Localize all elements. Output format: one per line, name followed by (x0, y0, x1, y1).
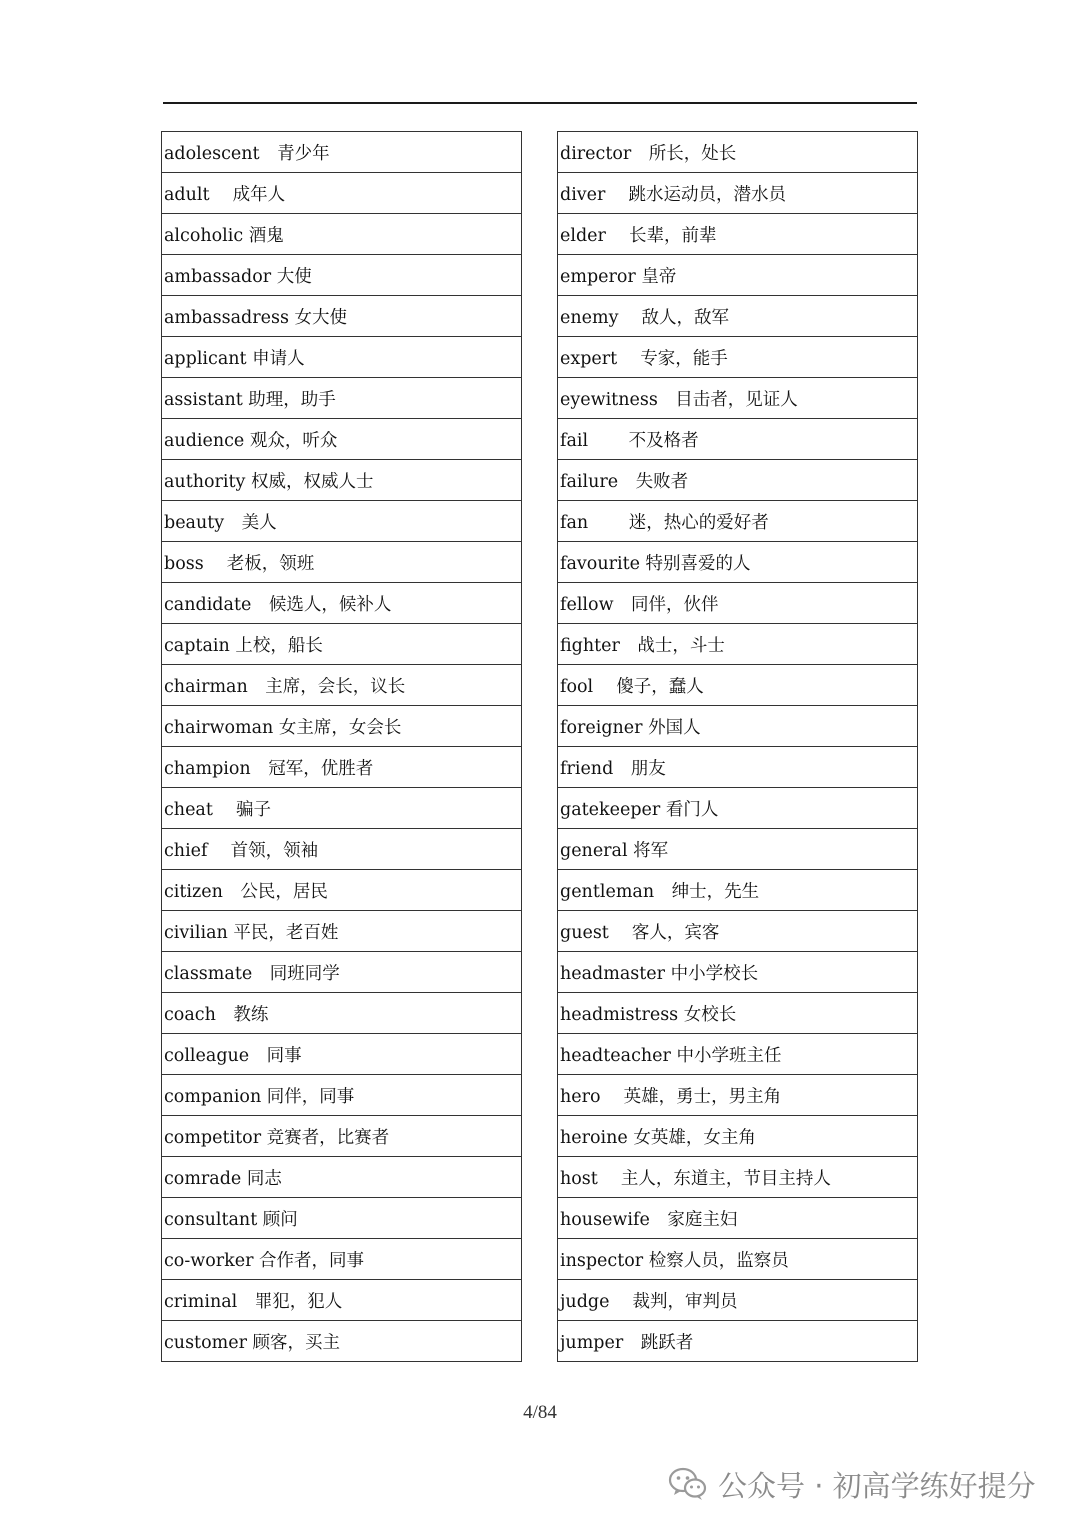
vocab-entry: competitor 竞赛者，比赛者 (162, 1116, 522, 1157)
vocab-entry: adult 成年人 (162, 173, 522, 214)
table-row (162, 952, 522, 993)
table-row (162, 624, 522, 665)
table-row (162, 747, 522, 788)
vocab-entry: headmistress 女校长 (558, 993, 918, 1034)
vocab-entry: headteacher 中小学班主任 (558, 1034, 918, 1075)
vocab-entry: alcoholic 酒鬼 (162, 214, 522, 255)
vocab-entry: coach 教练 (162, 993, 522, 1034)
vocab-entry: fail 不及格者 (558, 419, 918, 460)
table-row (558, 1116, 918, 1157)
vocab-entry: chairman 主席，会长，议长 (162, 665, 522, 706)
table-row (558, 419, 918, 460)
vocab-entry: cheat 骗子 (162, 788, 522, 829)
table-row (162, 911, 522, 952)
vocab-entry: judge 裁判，审判员 (558, 1280, 918, 1321)
table-row (162, 214, 522, 255)
header-rule (163, 102, 917, 104)
table-row (558, 132, 918, 173)
vocab-entry: colleague 同事 (162, 1034, 522, 1075)
table-row (558, 501, 918, 542)
vocab-entry: emperor 皇帝 (558, 255, 918, 296)
watermark (668, 1462, 1036, 1506)
vocab-entry: applicant 申请人 (162, 337, 522, 378)
wechat-icon (668, 1466, 708, 1502)
table-row (558, 911, 918, 952)
table-row (162, 788, 522, 829)
table-row (162, 1239, 522, 1280)
table-row (162, 1034, 522, 1075)
page-number: 4/84 (523, 1402, 557, 1423)
vocab-entry: ambassadress 女大使 (162, 296, 522, 337)
table-row (558, 1198, 918, 1239)
vocab-entry: boss 老板，领班 (162, 542, 522, 583)
vocab-entry: hero 英雄，勇士，男主角 (558, 1075, 918, 1116)
table-row (558, 583, 918, 624)
vocab-entry: fool 傻子，蠢人 (558, 665, 918, 706)
vocab-entry: gatekeeper 看门人 (558, 788, 918, 829)
vocab-entry: fan 迷，热心的爱好者 (558, 501, 918, 542)
vocab-entry: gentleman 绅士，先生 (558, 870, 918, 911)
table-row (558, 788, 918, 829)
table-row (558, 870, 918, 911)
table-row (558, 542, 918, 583)
table-row (162, 706, 522, 747)
vocab-entry: inspector 检察人员，监察员 (558, 1239, 918, 1280)
table-row (558, 665, 918, 706)
vocab-entry: customer 顾客，买主 (162, 1321, 522, 1362)
table-row (558, 993, 918, 1034)
table-row (558, 214, 918, 255)
table-row (162, 337, 522, 378)
table-row (558, 952, 918, 993)
table-row (162, 419, 522, 460)
vocab-entry: host 主人，东道主，节目主持人 (558, 1157, 918, 1198)
table-row (162, 993, 522, 1034)
vocab-entry: criminal 罪犯，犯人 (162, 1280, 522, 1321)
watermark-text: 公众号 · 初高学练好提分 (718, 1468, 1036, 1503)
table-row (558, 460, 918, 501)
vocab-entry: housewife 家庭主妇 (558, 1198, 918, 1239)
vocab-entry: headmaster 中小学校长 (558, 952, 918, 993)
vocab-entry: guest 客人，宾客 (558, 911, 918, 952)
vocab-entry: elder 长辈，前辈 (558, 214, 918, 255)
table-row (162, 583, 522, 624)
vocab-entry: chief 首领，领袖 (162, 829, 522, 870)
vocab-entry: favourite 特别喜爱的人 (558, 542, 918, 583)
table-row (558, 1321, 918, 1362)
vocab-entry: jumper 跳跃者 (558, 1321, 918, 1362)
vocab-entry: civilian 平民，老百姓 (162, 911, 522, 952)
table-row (162, 132, 522, 173)
vocab-entry: citizen 公民，居民 (162, 870, 522, 911)
vocab-entry: co-worker 合作者，同事 (162, 1239, 522, 1280)
table-row (162, 870, 522, 911)
table-row (162, 1321, 522, 1362)
vocab-entry: ambassador 大使 (162, 255, 522, 296)
vocab-entry: failure 失败者 (558, 460, 918, 501)
table-row (162, 1280, 522, 1321)
table-row (162, 829, 522, 870)
vocab-entry: candidate 候选人，候补人 (162, 583, 522, 624)
vocab-entry: authority 权威，权威人士 (162, 460, 522, 501)
vocab-entry: beauty 美人 (162, 501, 522, 542)
table-row (558, 1157, 918, 1198)
vocab-entry: enemy 敌人，敌军 (558, 296, 918, 337)
table-row (558, 1075, 918, 1116)
table-row (162, 460, 522, 501)
vocabulary-table-left (161, 131, 522, 1362)
table-row (162, 501, 522, 542)
vocab-entry: captain 上校，船长 (162, 624, 522, 665)
vocab-entry: champion 冠军，优胜者 (162, 747, 522, 788)
vocab-entry: companion 同伴，同事 (162, 1075, 522, 1116)
table-row (558, 1280, 918, 1321)
table-row (558, 747, 918, 788)
vocab-entry: friend 朋友 (558, 747, 918, 788)
vocab-entry: consultant 顾问 (162, 1198, 522, 1239)
vocab-entry: classmate 同班同学 (162, 952, 522, 993)
vocab-entry: fellow 同伴，伙伴 (558, 583, 918, 624)
table-row (558, 173, 918, 214)
table-row (162, 665, 522, 706)
table-row (162, 1075, 522, 1116)
table-row (162, 1198, 522, 1239)
table-row (558, 829, 918, 870)
table-row (162, 1116, 522, 1157)
table-row (162, 296, 522, 337)
vocab-entry: adolescent 青少年 (162, 132, 522, 173)
table-row (162, 173, 522, 214)
vocab-entry: general 将军 (558, 829, 918, 870)
vocab-entry: assistant 助理，助手 (162, 378, 522, 419)
table-row (558, 296, 918, 337)
vocab-entry: foreigner 外国人 (558, 706, 918, 747)
table-row (162, 378, 522, 419)
vocab-entry: chairwoman 女主席，女会长 (162, 706, 522, 747)
vocab-entry: fighter 战士，斗士 (558, 624, 918, 665)
vocabulary-table-right (557, 131, 918, 1362)
table-row (558, 706, 918, 747)
table-row (558, 378, 918, 419)
table-row (162, 542, 522, 583)
vocab-entry: audience 观众，听众 (162, 419, 522, 460)
table-row (558, 337, 918, 378)
vocab-entry: eyewitness 目击者，见证人 (558, 378, 918, 419)
vocab-entry: comrade 同志 (162, 1157, 522, 1198)
vocab-entry: expert 专家，能手 (558, 337, 918, 378)
vocab-entry: director 所长，处长 (558, 132, 918, 173)
vocab-entry: heroine 女英雄，女主角 (558, 1116, 918, 1157)
table-row (162, 255, 522, 296)
vocab-entry: diver 跳水运动员，潜水员 (558, 173, 918, 214)
table-row (558, 255, 918, 296)
table-row (162, 1157, 522, 1198)
table-row (558, 624, 918, 665)
table-row (558, 1034, 918, 1075)
table-row (558, 1239, 918, 1280)
